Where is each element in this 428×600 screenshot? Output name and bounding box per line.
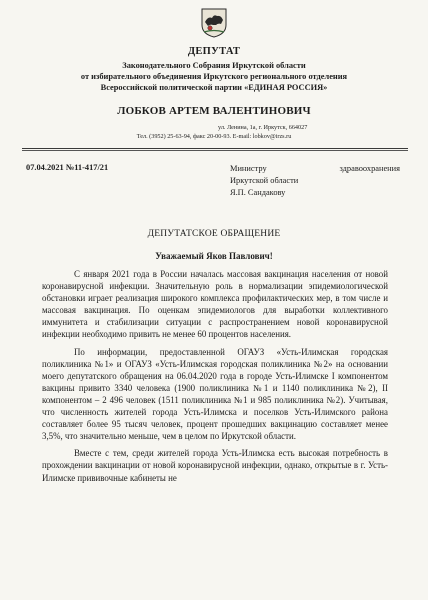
header-title: ДЕПУТАТ xyxy=(187,46,241,57)
body-paragraph: Вместе с тем, среди жителей города Усть-Илимска есть высокая потребность в прохождении вакцинации от новой коронавирусной инфекции, однако, открытые в г. Усть-Илимске прививочные кабинеты не xyxy=(42,448,388,483)
body-paragraph: По информации, предоставленной ОГАУЗ «Усть-Илимская городская поликлиника №1» и ОГАУЗ «Усть-Илимская городская поликлиника №2» на основании моего депутатского обращения на 06.04.2020 года в городе Усть-Илимске I компонентом вакцины привито 3340 человека (1900 поликлиника №1 и 1140 поликлиника №2), II компонентом – 2 496 человек (1511 поликлиника №1 и 985 поликлиника №2). Учитывая, что численность жителей города Усть-Илимска и поселков Усть-Илимского района составляет более 95 тысяч человек, процент прошедших вакцинацию составляет менее 3,5%, что значительно меньше, чем в целом по Иркутской области. xyxy=(42,346,388,442)
header-divider xyxy=(22,148,408,149)
recipient-line-2: Иркутской области xyxy=(230,176,299,185)
header-line-1: Законодательного Собрания Иркутской области xyxy=(122,61,306,70)
document-number: 07.04.2021 №11-417/21 xyxy=(26,163,109,172)
header-line-2: от избирательного объединения Иркутского регионального отделения xyxy=(80,72,348,81)
deputy-name: ЛОБКОВ АРТЕМ ВАЛЕНТИНОВИЧ xyxy=(117,105,311,117)
header-divider-thin xyxy=(22,150,408,151)
recipient-line-3: Я.П. Сандакову xyxy=(230,188,286,197)
header-line-3: Всероссийской политической партии «ЕДИНАЯ РОССИЯ» xyxy=(100,83,328,92)
greeting: Уважаемый Яков Павлович! xyxy=(155,251,273,261)
body-paragraph: С января 2021 года в России началась массовая вакцинация населения от новой коронавирусной инфекции. Значительную роль в нормализации эпидемиологической обстановки играет реализация широкого комплекса профилактических мер, в том числе и массовая вакцинация. По оценкам эпидемиологов для выработки коллективного иммунитета и стабилизации ситуации с распространением новой коронавирусной инфекции необходимо привить не менее 60 процентов населения. xyxy=(42,269,388,340)
recipient-block xyxy=(230,163,400,199)
header-contacts: Тел. (3952) 25-63-94, факс 20-00-93. E-mail: lobkov@irzs.ru xyxy=(136,133,292,140)
header-address: ул. Ленина, 1а, г. Иркутск, 664027 xyxy=(218,124,308,131)
coat-of-arms-icon xyxy=(201,8,227,38)
document-title: ДЕПУТАТСКОЕ ОБРАЩЕНИЕ xyxy=(147,229,281,239)
letter-body xyxy=(42,268,388,489)
recipient-line-1: Министру здравоохранения xyxy=(230,164,400,173)
